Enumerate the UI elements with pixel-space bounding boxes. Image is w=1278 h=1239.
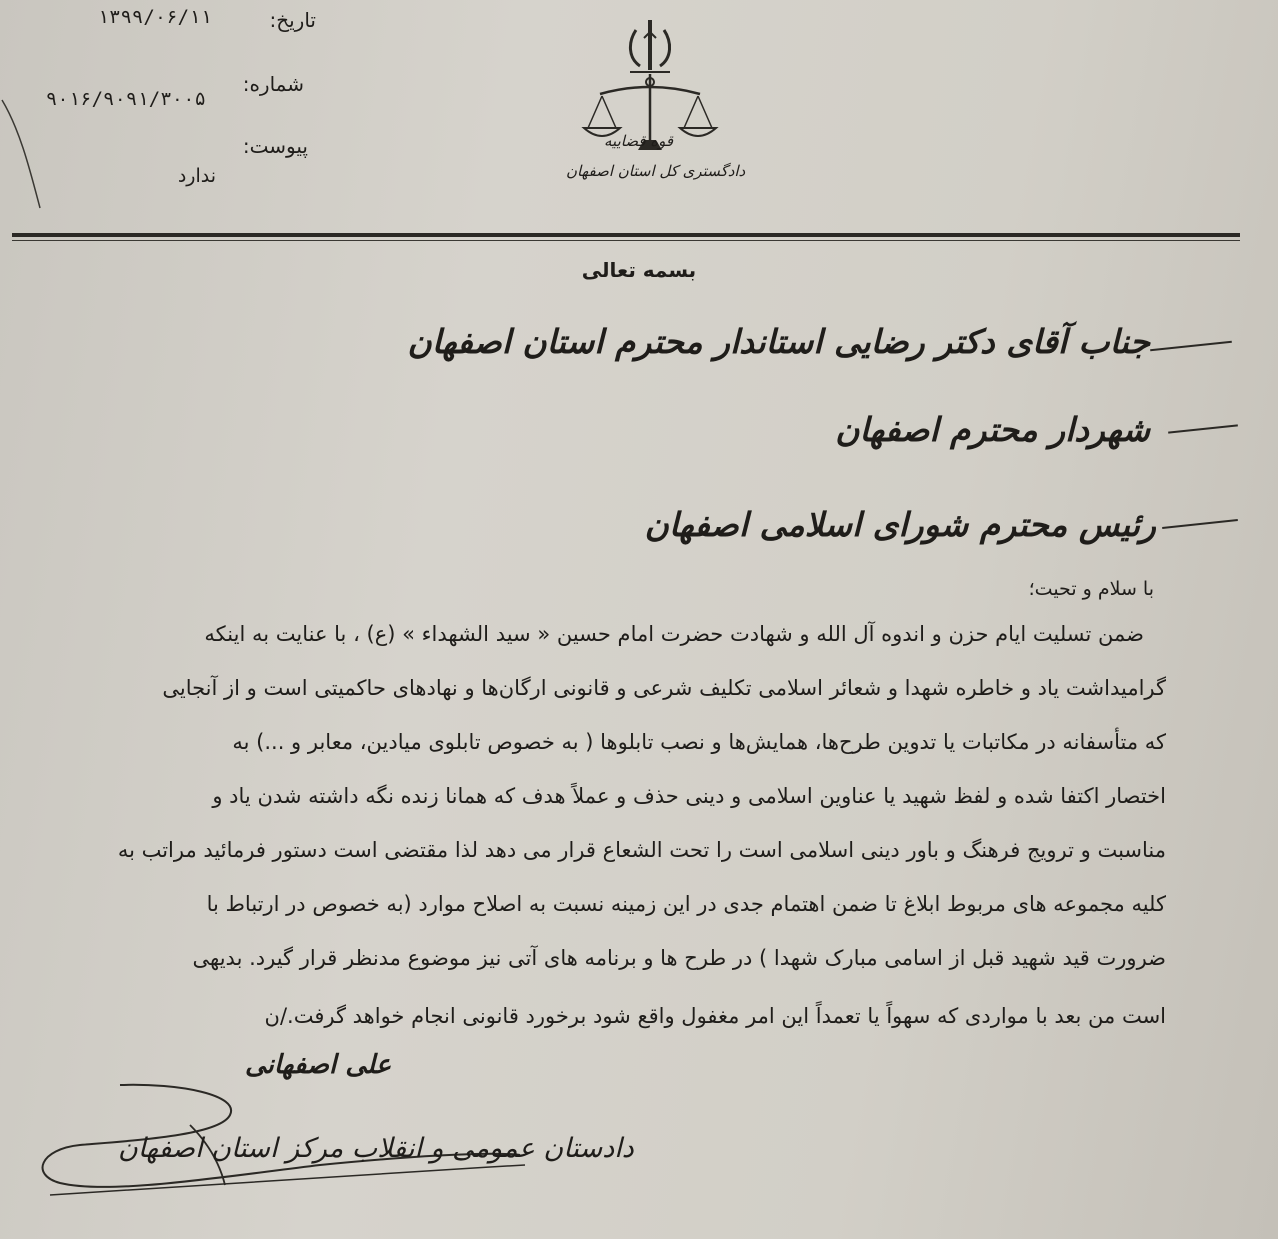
number-value: ۹۰۱۶/۹۰۹۱/۳۰۰۵: [45, 88, 206, 110]
signatory-name: علی اصفهانی: [245, 1050, 392, 1080]
emblem-line-court: دادگستری کل استان اصفهان: [566, 162, 746, 180]
addressee-council-head: رئیس محترم شورای اسلامی اصفهان: [644, 505, 1156, 544]
header-divider-thin: [12, 240, 1240, 241]
body-line-3: که متأسفانه در مکاتبات یا تدوین طرح‌ها، همایش‌ها و نصب تابلوها ( به خصوص تابلوی میادین، معابر و ...) به: [232, 730, 1166, 754]
addressee-mayor: شهردار محترم اصفهان: [835, 410, 1150, 449]
header-divider: [12, 233, 1240, 237]
body-line-2: گرامیداشت یاد و خاطره شهدا و شعائر اسلامی تکلیف شرعی و قانونی ارگان‌ها و نهادهای حاکمیتی است و از آنجایی: [162, 676, 1166, 700]
date-value: ۱۳۹۹/۰۶/۱۱: [97, 6, 212, 28]
body-line-5: مناسبت و ترویج فرهنگ و باور دینی اسلامی است را تحت الشعاع قرار می دهد لذا مقتضی است دستور فرمائید مراتب به: [117, 838, 1166, 862]
body-line-7: ضرورت قید شهید قبل از اسامی مبارک شهدا ) در طرح ها و برنامه های آتی نیز موضوع مدنظر قرار گیرد. بدیهی: [192, 946, 1166, 970]
number-label: شماره:: [242, 72, 304, 96]
attachment-label: پیوست:: [242, 134, 308, 158]
bismillah-heading: بسمه تعالی: [581, 258, 697, 282]
body-line-4: اختصار اکتفا شده و لفظ شهید یا عناوین اسلامی و دینی حذف و عملاً هدف که همانا زنده نگه داشته شدن یاد و: [212, 784, 1166, 808]
greeting: با سلام و تحیت؛: [1028, 578, 1154, 600]
date-label: تاریخ:: [269, 8, 316, 32]
body-line-6: کلیه مجموعه های مربوط ابلاغ تا ضمن اهتمام جدی در این زمینه نسبت به اصلاح موارد (به خصوص در ارتباط با: [206, 892, 1166, 916]
addressee-governor: جناب آقای دکتر رضایی استاندار محترم استان اصفهان: [407, 322, 1150, 361]
emblem-line-judiciary: قوه قضاییه: [604, 132, 674, 150]
attachment-value: ندارد: [177, 165, 216, 187]
signatory-title: دادستان عمومی و انقلاب مرکز استان اصفهان: [118, 1133, 634, 1164]
addressee-dash-3: [1162, 519, 1238, 529]
body-line-8: است من بعد با مواردی که سهواً یا تعمداً این امر مغفول واقع شود برخورد قانونی انجام خواهد گرفت./ن: [264, 1004, 1166, 1028]
addressee-dash-1: [1150, 341, 1232, 352]
body-line-1: ضمن تسلیت ایام حزن و اندوه آل الله و شهادت حضرت امام حسین « سید الشهداء » (ع) ، با عنایت به اینکه: [204, 622, 1144, 646]
addressee-dash-2: [1168, 424, 1238, 433]
